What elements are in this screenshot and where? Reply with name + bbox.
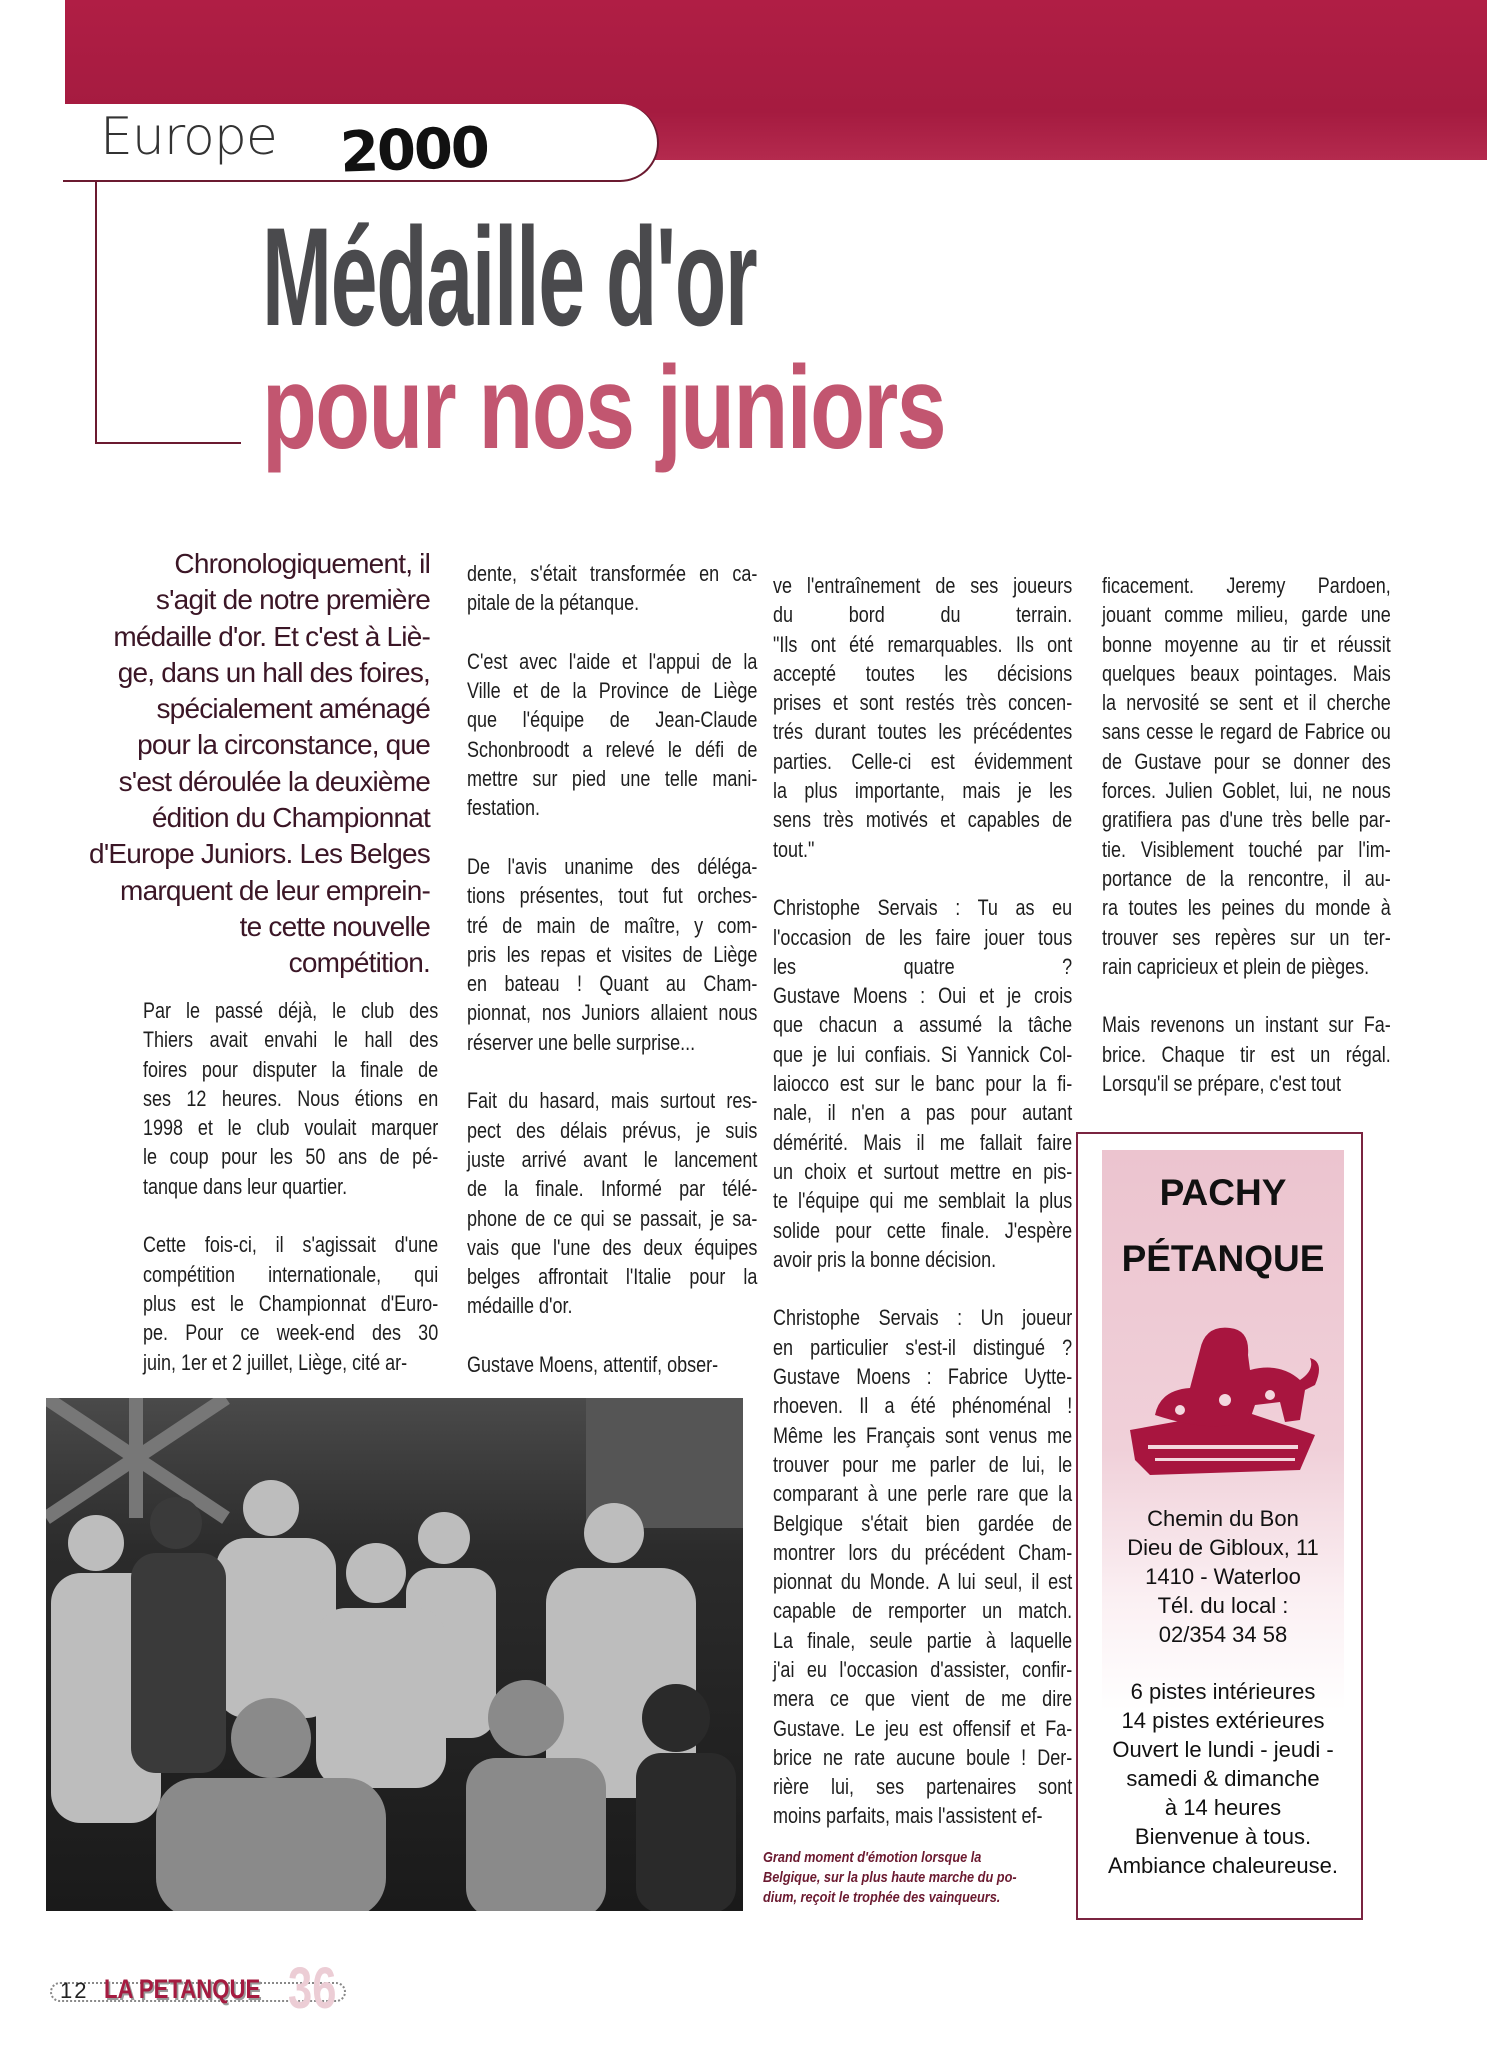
photo-caption bbox=[763, 1848, 1018, 1908]
text-line: brice ne rate aucune boule ! Der- bbox=[773, 1744, 1073, 1770]
section-label: Europe bbox=[100, 107, 277, 167]
headline-line-1: Médaille d'or bbox=[262, 198, 757, 355]
text-line: réserver une belle surprise... bbox=[467, 1029, 696, 1055]
text-line: bonne moyenne au tir et réussit bbox=[1102, 631, 1391, 657]
text-line: un choix et surtout mettre en pis- bbox=[773, 1158, 1073, 1184]
text-line: C'est avec l'aide et l'appui de la bbox=[467, 648, 758, 674]
text-line: Chronologiquement, il bbox=[174, 548, 430, 579]
text-line: Par le passé déjà, le club des bbox=[143, 998, 439, 1023]
paragraph bbox=[467, 647, 757, 823]
text-line: 1410 - Waterloo bbox=[1145, 1564, 1301, 1589]
text-line: de la finale. Informé par télé- bbox=[467, 1176, 758, 1202]
text-line: Tél. du local : bbox=[1157, 1593, 1289, 1618]
text-line: trouver ses repères sur un ter- bbox=[1102, 924, 1391, 950]
text-line: capable de remporter un match. bbox=[773, 1598, 1073, 1624]
page-number: 12 bbox=[60, 1978, 89, 2003]
text-line: laiocco est sur le banc pour la fi- bbox=[773, 1071, 1073, 1097]
text-line: Belgique s'était bien gardée de bbox=[773, 1510, 1073, 1536]
paragraph bbox=[1102, 1010, 1391, 1098]
text-line: tie. Visiblement touché par l'im- bbox=[1102, 836, 1391, 862]
paragraph bbox=[143, 1230, 438, 1376]
text-line: "Ils ont été remarquables. Ils ont bbox=[773, 631, 1073, 657]
text-line: belges affrontait l'Italie pour la bbox=[467, 1264, 758, 1290]
text-line: La finale, seule partie à laquelle bbox=[773, 1627, 1073, 1653]
text-line: juin, 1er et 2 juillet, Liège, cité ar- bbox=[143, 1349, 408, 1375]
intro-lead bbox=[60, 546, 430, 982]
text-line: médaille d'or. Et c'est à Liè- bbox=[113, 620, 430, 652]
text-line: Gustave. Le jeu est offensif et Fa- bbox=[773, 1715, 1073, 1741]
text-line: rain capricieux et plein de pièges. bbox=[1102, 953, 1370, 979]
text-line: Thiers avait envahi le hall des bbox=[143, 1027, 439, 1053]
text-line: ra toutes les peines du monde à bbox=[1102, 895, 1391, 921]
advertiser-address bbox=[1090, 1504, 1356, 1649]
text-line: Bienvenue à tous. bbox=[1134, 1824, 1312, 1849]
text-line: que chacun a assumé la tâche bbox=[773, 1012, 1073, 1038]
text-line: foires pour disputer la finale de bbox=[143, 1056, 439, 1082]
text-line: te cette nouvelle bbox=[239, 910, 430, 942]
text-line: Schonbroodt a relevé le défi de bbox=[467, 736, 758, 762]
paragraph bbox=[143, 996, 438, 1201]
text-line: de Gustave pour se donner des bbox=[1102, 748, 1391, 774]
text-line: samedi & dimanche bbox=[1126, 1766, 1320, 1791]
paragraph bbox=[773, 893, 1072, 1274]
text-line: tout." bbox=[773, 836, 815, 862]
text-line: en particulier s'est-il distingué ? bbox=[773, 1334, 1073, 1360]
text-line: Gustave Moens, attentif, obser- bbox=[467, 1352, 719, 1378]
text-line: festation. bbox=[467, 795, 541, 821]
text-line: moins parfaits, mais l'assistent ef- bbox=[773, 1803, 1043, 1829]
text-line: sans cesse le regard de Fabrice ou bbox=[1102, 719, 1391, 745]
text-line: gratifiera pas d'une très belle par- bbox=[1102, 807, 1391, 833]
text-line: ficacement. Jeremy Pardoen, bbox=[1102, 573, 1391, 598]
headline-line-2: pour nos juniors bbox=[262, 342, 946, 474]
text-line: Christophe Servais : Un joueur bbox=[773, 1305, 1073, 1331]
text-line: te l'équipe qui me semblait la plus bbox=[773, 1188, 1073, 1214]
text-line: tanque dans leur quartier. bbox=[143, 1173, 348, 1199]
text-line: tions présentes, tout fut orches- bbox=[467, 883, 758, 909]
advertiser-name bbox=[1102, 1160, 1344, 1292]
text-line: PÉTANQUE bbox=[1121, 1238, 1325, 1279]
paragraph bbox=[773, 1303, 1072, 1830]
text-line: phone de ce qui se passait, je sa- bbox=[467, 1205, 758, 1231]
text-line: nale, il n'en a pas pour autant bbox=[773, 1100, 1073, 1126]
text-line: l'occasion de les faire jouer tous bbox=[773, 924, 1073, 950]
text-line: dente, s'était transformée en ca- bbox=[467, 561, 758, 586]
article-column-4 bbox=[1102, 571, 1391, 1098]
paragraph bbox=[773, 571, 1072, 864]
text-line: solide pour cette finale. J'espère bbox=[773, 1217, 1073, 1243]
paragraph bbox=[467, 1086, 757, 1320]
article-column-2 bbox=[467, 559, 757, 1379]
text-line: parties. Celle-ci est évidemment bbox=[773, 748, 1073, 774]
text-line: la nervosité se sent et il cherche bbox=[1102, 690, 1391, 716]
text-line: quelques beaux pointages. Mais bbox=[1102, 660, 1391, 686]
text-line: la plus importante, mais je les bbox=[773, 778, 1073, 804]
text-line: Gustave Moens : Oui et je crois bbox=[773, 983, 1073, 1009]
text-line: édition du Championnat bbox=[151, 802, 430, 834]
text-line: avoir pris la bonne décision. bbox=[773, 1246, 997, 1272]
text-line: 6 pistes intérieures bbox=[1130, 1679, 1316, 1704]
article-column-1 bbox=[143, 996, 438, 1377]
text-line: démérité. Mais il me fallait faire bbox=[773, 1129, 1073, 1155]
frame-line-horizontal bbox=[95, 442, 241, 444]
text-line: accepté toutes les décisions bbox=[773, 660, 1073, 686]
text-line: brice. Chaque tir est un régal. bbox=[1102, 1041, 1391, 1067]
text-line: Ouvert le lundi - jeudi - bbox=[1112, 1737, 1334, 1762]
text-line: à 14 heures bbox=[1164, 1795, 1282, 1820]
lion-on-books-logo bbox=[1120, 1310, 1330, 1480]
text-line: tré de main de maître, y com- bbox=[467, 912, 758, 938]
photo-image bbox=[46, 1398, 743, 1911]
text-line: trouver pour me parler de lui, le bbox=[773, 1451, 1073, 1477]
text-line: Lorsqu'il se prépare, c'est tout bbox=[1102, 1071, 1342, 1097]
handwritten-year: 2000 bbox=[338, 115, 489, 186]
text-line: Grand moment d'émotion lorsque la bbox=[763, 1849, 982, 1866]
text-line: mera ce que vient de me dire bbox=[773, 1686, 1073, 1712]
text-line: juste arrivé avant le lancement bbox=[467, 1146, 758, 1172]
text-line: ve l'entraînement de ses joueurs bbox=[773, 573, 1073, 598]
text-line: que l'équipe de Jean-Claude bbox=[467, 707, 758, 733]
text-line: vais que l'une des deux équipes bbox=[467, 1234, 758, 1260]
text-line: mettre sur pied une telle mani- bbox=[467, 766, 758, 792]
text-line: portance de la rencontre, il au- bbox=[1102, 865, 1391, 891]
text-line: PACHY bbox=[1159, 1172, 1287, 1213]
text-line: Même les Français sont venus me bbox=[773, 1422, 1073, 1448]
podium-photo bbox=[46, 1398, 743, 1911]
text-line: ge, dans un hall des foires, bbox=[117, 656, 430, 688]
text-line: De l'avis unanime des déléga- bbox=[467, 853, 758, 879]
text-line: pe. Pour ce week-end des 30 bbox=[143, 1320, 439, 1346]
text-line: j'ai eu l'occasion d'assister, confir- bbox=[773, 1656, 1073, 1682]
text-line: sens très motivés et capables de bbox=[773, 807, 1073, 833]
text-line: plus est le Championnat d'Euro- bbox=[143, 1290, 439, 1316]
text-line: Cette fois-ci, il s'agissait d'une bbox=[143, 1232, 439, 1258]
text-line: Christophe Servais : Tu as eu bbox=[773, 895, 1073, 921]
text-line: rhoeven. Il a été phénoménal ! bbox=[773, 1393, 1073, 1419]
paragraph bbox=[467, 852, 757, 1057]
paragraph bbox=[467, 559, 757, 618]
text-line: Chemin du Bon bbox=[1147, 1506, 1299, 1531]
text-line: pris les repas et visites de Liège bbox=[467, 941, 758, 967]
text-line: Ambiance chaleureuse. bbox=[1108, 1853, 1338, 1878]
text-line: trés durant toutes les précédentes bbox=[773, 719, 1073, 745]
issue-number: 36 bbox=[288, 1956, 337, 2021]
text-line: les quatre ? bbox=[773, 953, 1073, 979]
text-line: Belgique, sur la plus haute marche du po- bbox=[763, 1869, 1017, 1886]
text-line: jouant comme milieu, garde une bbox=[1102, 602, 1391, 628]
text-line: marquent de leur emprein- bbox=[120, 874, 430, 906]
lion-icon bbox=[1120, 1310, 1330, 1480]
text-line: pionnat du Monde. A lui seul, il est bbox=[773, 1569, 1073, 1595]
text-line: pitale de la pétanque. bbox=[467, 590, 640, 616]
text-line: que je lui confiais. Si Yannick Col- bbox=[773, 1041, 1073, 1067]
text-line: rière lui, ses partenaires sont bbox=[773, 1774, 1073, 1800]
text-line: s'agit de notre première bbox=[155, 584, 430, 616]
text-line: pour la circonstance, que bbox=[137, 729, 430, 761]
text-line: compétition internationale, qui bbox=[143, 1261, 439, 1287]
advertiser-info bbox=[1090, 1677, 1356, 1880]
text-line: en bateau ! Quant au Cham- bbox=[467, 971, 758, 997]
text-line: Gustave Moens : Fabrice Uytte- bbox=[773, 1364, 1073, 1390]
text-line: Dieu de Gibloux, 11 bbox=[1127, 1535, 1319, 1560]
text-line: le coup pour les 50 ans de pé- bbox=[143, 1144, 439, 1170]
text-line: 02/354 34 58 bbox=[1158, 1622, 1288, 1647]
text-line: Fait du hasard, mais surtout res- bbox=[467, 1088, 758, 1114]
text-line: du bord du terrain. bbox=[773, 602, 1073, 628]
article-column-3 bbox=[773, 571, 1072, 1831]
text-line: forces. Julien Goblet, lui, ne nous bbox=[1102, 778, 1391, 804]
paragraph bbox=[1102, 571, 1391, 981]
text-line: s'est déroulée la deuxième bbox=[118, 765, 430, 797]
text-line: dium, reçoit le trophée des vainqueurs. bbox=[763, 1889, 1001, 1906]
text-line: pect des délais prévus, je suis bbox=[467, 1117, 758, 1143]
text-line: médaille d'or. bbox=[467, 1293, 573, 1319]
magazine-name: LA PETANQUE bbox=[104, 1974, 261, 2004]
text-line: compétition. bbox=[288, 947, 430, 979]
text-line: prises et sont restés très concen- bbox=[773, 690, 1073, 716]
text-line: 1998 et le club voulait marquer bbox=[143, 1115, 439, 1141]
text-line: spécialement aménagé bbox=[156, 693, 430, 725]
text-line: comparant à une perle rare que la bbox=[773, 1481, 1073, 1507]
text-line: Mais revenons un instant sur Fa- bbox=[1102, 1012, 1391, 1038]
paragraph bbox=[467, 1350, 757, 1379]
text-line: d'Europe Juniors. Les Belges bbox=[89, 838, 430, 870]
text-line: 14 pistes extérieures bbox=[1121, 1708, 1325, 1733]
frame-line-vertical bbox=[95, 182, 97, 444]
text-line: pionnat, nos Juniors allaient nous bbox=[467, 1000, 758, 1026]
text-line: montrer lors du précédent Cham- bbox=[773, 1539, 1073, 1565]
text-line: Ville et de la Province de Liège bbox=[467, 678, 758, 704]
text-line: ses 12 heures. Nous étions en bbox=[143, 1085, 439, 1111]
